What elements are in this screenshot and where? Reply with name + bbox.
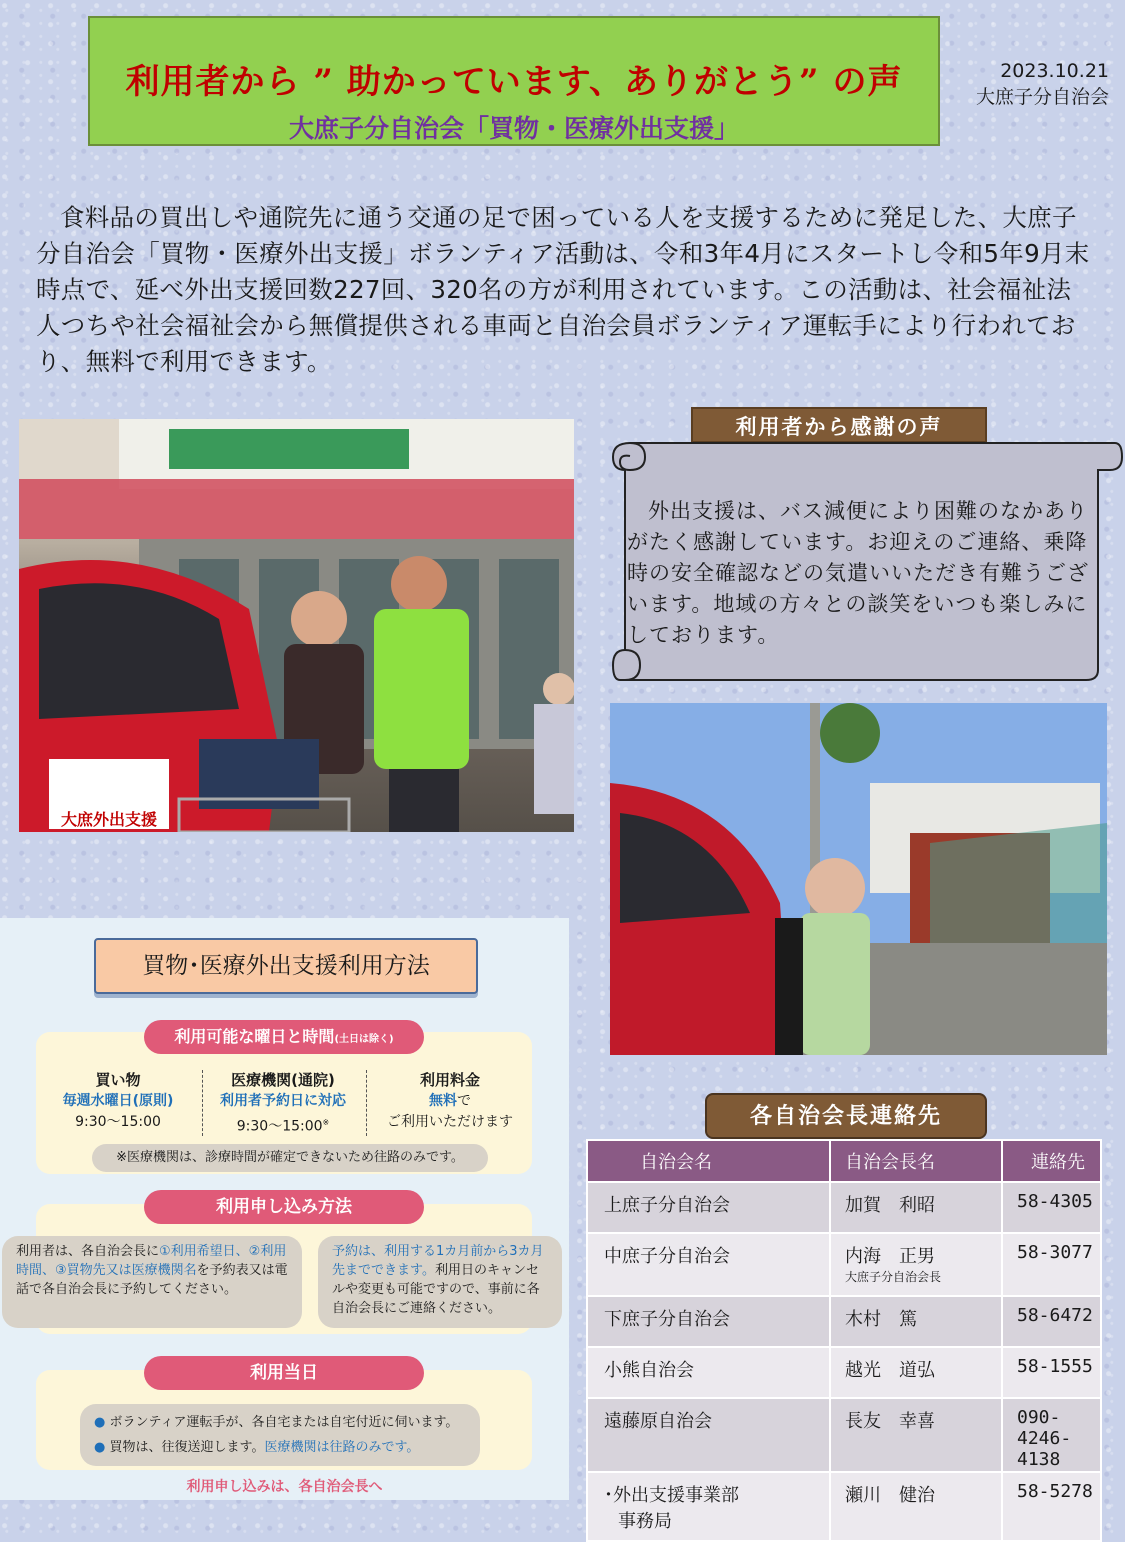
col1-head: 買い物 xyxy=(95,1071,141,1089)
divider xyxy=(366,1070,367,1136)
photo-supermarket xyxy=(19,419,574,832)
table-row xyxy=(587,1182,1101,1233)
col3-line2: ご利用いただけます xyxy=(387,1114,513,1130)
bullet2-text-b: 医療機関は往路のみです。 xyxy=(264,1440,420,1455)
day-bullet-1 xyxy=(94,1410,466,1435)
cell-name: 瀬川 健治 xyxy=(830,1472,1002,1541)
cell-tel: 58-5278 xyxy=(1002,1472,1101,1541)
voice-text: 外出支援は、バス減便により困難のなかありがたく感謝しています。お迎えのご連絡、乗降時の安全確認などの気遣いいただき有難うございます。地域の方々との談笑をいつも楽しみにしております。 xyxy=(627,499,1089,647)
photo-woman xyxy=(610,703,1107,1055)
schedule-col-medical xyxy=(208,1070,358,1138)
title-banner xyxy=(88,16,940,146)
cell-org: 上庶子分自治会 xyxy=(587,1182,830,1233)
guide-footer: 利用申し込みは、各自治会長へ xyxy=(186,1479,383,1495)
cell-org: 遠藤原自治会 xyxy=(587,1398,830,1472)
apply-label: 利用申し込み方法 xyxy=(144,1190,424,1224)
cell-org-group xyxy=(587,1472,830,1541)
contacts-table xyxy=(586,1139,1102,1542)
header-name: 自治会長名 xyxy=(830,1140,1002,1182)
header-tel: 連絡先 xyxy=(1002,1140,1101,1182)
issue-date: 2023.10.21 xyxy=(1000,60,1109,82)
date-block xyxy=(976,58,1109,110)
schedule-col-fee xyxy=(370,1070,530,1133)
cell-name: 越光 道弘 xyxy=(830,1347,1002,1398)
voice-label: 利用者から感謝の声 xyxy=(691,407,987,443)
intro-paragraph: 食料品の買出しや通院先に通う交通の足で困っている人を支援するために発足した、大庶子分自治会「買物・医療外出支援」ボランティア活動は、令和3年4月にスタートし令和5年9月末時点で、延べ外出支援回数227回、320名の方が利用されています。この活動は、社会福祉法人つちや社会福祉会から無償提供される車両と自治会員ボランティア運転手により行われており、無料で利用できます。 xyxy=(36,203,1090,376)
bullet2-text-a: 買物は、往復送迎します。 xyxy=(109,1440,265,1455)
usage-guide xyxy=(0,918,569,1500)
page-subtitle: 大庶子分自治会「買物・医療外出支援」 xyxy=(288,114,739,143)
col2-line1: 利用者予約日に対応 xyxy=(220,1093,346,1109)
day-notes xyxy=(80,1404,480,1466)
apply-left-2: ①利用希望日、②利用時間、③買物先又は医療機関名 xyxy=(16,1244,287,1278)
divider xyxy=(202,1070,203,1136)
header-org: 自治会名 xyxy=(587,1140,830,1182)
bullet1-text: ボランティア運転手が、各自宅または自宅付近に伺います。 xyxy=(109,1415,459,1430)
cell-name-note: 大庶子分自治会長 xyxy=(845,1270,942,1284)
col3-de: で xyxy=(457,1093,471,1109)
table-row xyxy=(587,1233,1101,1296)
schedule-col-shopping xyxy=(48,1070,188,1133)
table-row xyxy=(587,1398,1101,1472)
schedule-label-text: 利用可能な曜日と時間 xyxy=(174,1027,335,1046)
col1-line2: 9:30〜15:00 xyxy=(75,1114,161,1130)
apply-left-note xyxy=(2,1236,302,1328)
col2-line2: 9:30〜15:00 xyxy=(236,1118,323,1135)
cell-tel: 58-3077 xyxy=(1002,1233,1101,1296)
cell-name: 内海 正男 xyxy=(845,1246,935,1267)
col3-free: 無料 xyxy=(429,1093,457,1109)
col3-head: 利用料金 xyxy=(419,1071,480,1089)
apply-right-2: 利用日のキャンセルや変更も可能ですので、事前に各自治会長にご連絡ください。 xyxy=(332,1263,540,1316)
schedule-note-small: (土日は除く) xyxy=(334,1034,394,1045)
cell-tel: 58-4305 xyxy=(1002,1182,1101,1233)
contacts-header-row xyxy=(587,1140,1101,1182)
table-row xyxy=(587,1347,1101,1398)
cell-org: ･外出支援事業部 xyxy=(604,1485,739,1506)
apply-right-note xyxy=(318,1236,562,1328)
cell-org: 小熊自治会 xyxy=(587,1347,830,1398)
col2-head: 医療機関(通院) xyxy=(231,1071,335,1089)
cell-org: 下庶子分自治会 xyxy=(587,1296,830,1347)
cell-org2: 事務局 xyxy=(618,1511,672,1532)
cell-name-group xyxy=(830,1233,1002,1296)
car-sign-text: 大庶外出支援 xyxy=(60,810,158,829)
cell-name: 加賀 利昭 xyxy=(830,1182,1002,1233)
col1-line1: 毎週水曜日(原則) xyxy=(62,1093,174,1109)
issuer-org: 大庶子分自治会 xyxy=(975,86,1109,108)
contacts-label: 各自治会長連絡先 xyxy=(705,1093,987,1139)
page-title: 利用者から ” 助かっています、ありがとう” の声 xyxy=(125,62,903,102)
schedule-label xyxy=(144,1020,424,1054)
cell-name: 木村 篤 xyxy=(830,1296,1002,1347)
medical-note: ※医療機関は、診療時間が確定できないため往路のみです。 xyxy=(92,1144,488,1172)
apply-right-1: 予約は、利用する1カ月前から3カ月先までできます。 xyxy=(332,1244,544,1278)
cell-tel: 58-1555 xyxy=(1002,1347,1101,1398)
cell-org: 中庶子分自治会 xyxy=(587,1233,830,1296)
col2-mark: ※ xyxy=(322,1118,330,1127)
table-row xyxy=(587,1472,1101,1541)
bullet-dot-icon: ● xyxy=(94,1440,106,1455)
apply-left-3: を予約表又は電話で各自治会長に予約してください。 xyxy=(16,1263,288,1297)
guide-title: 買物･医療外出支援利用方法 xyxy=(94,938,478,994)
cell-tel: 58-6472 xyxy=(1002,1296,1101,1347)
day-label: 利用当日 xyxy=(144,1356,424,1390)
table-row xyxy=(587,1296,1101,1347)
cell-name: 長友 幸喜 xyxy=(830,1398,1002,1472)
bullet-dot-icon: ● xyxy=(94,1415,106,1430)
day-bullet-2 xyxy=(94,1435,466,1460)
apply-left-1: 利用者は、各自治会長に xyxy=(16,1244,160,1259)
cell-tel: 090-4246-4138 xyxy=(1002,1398,1101,1472)
